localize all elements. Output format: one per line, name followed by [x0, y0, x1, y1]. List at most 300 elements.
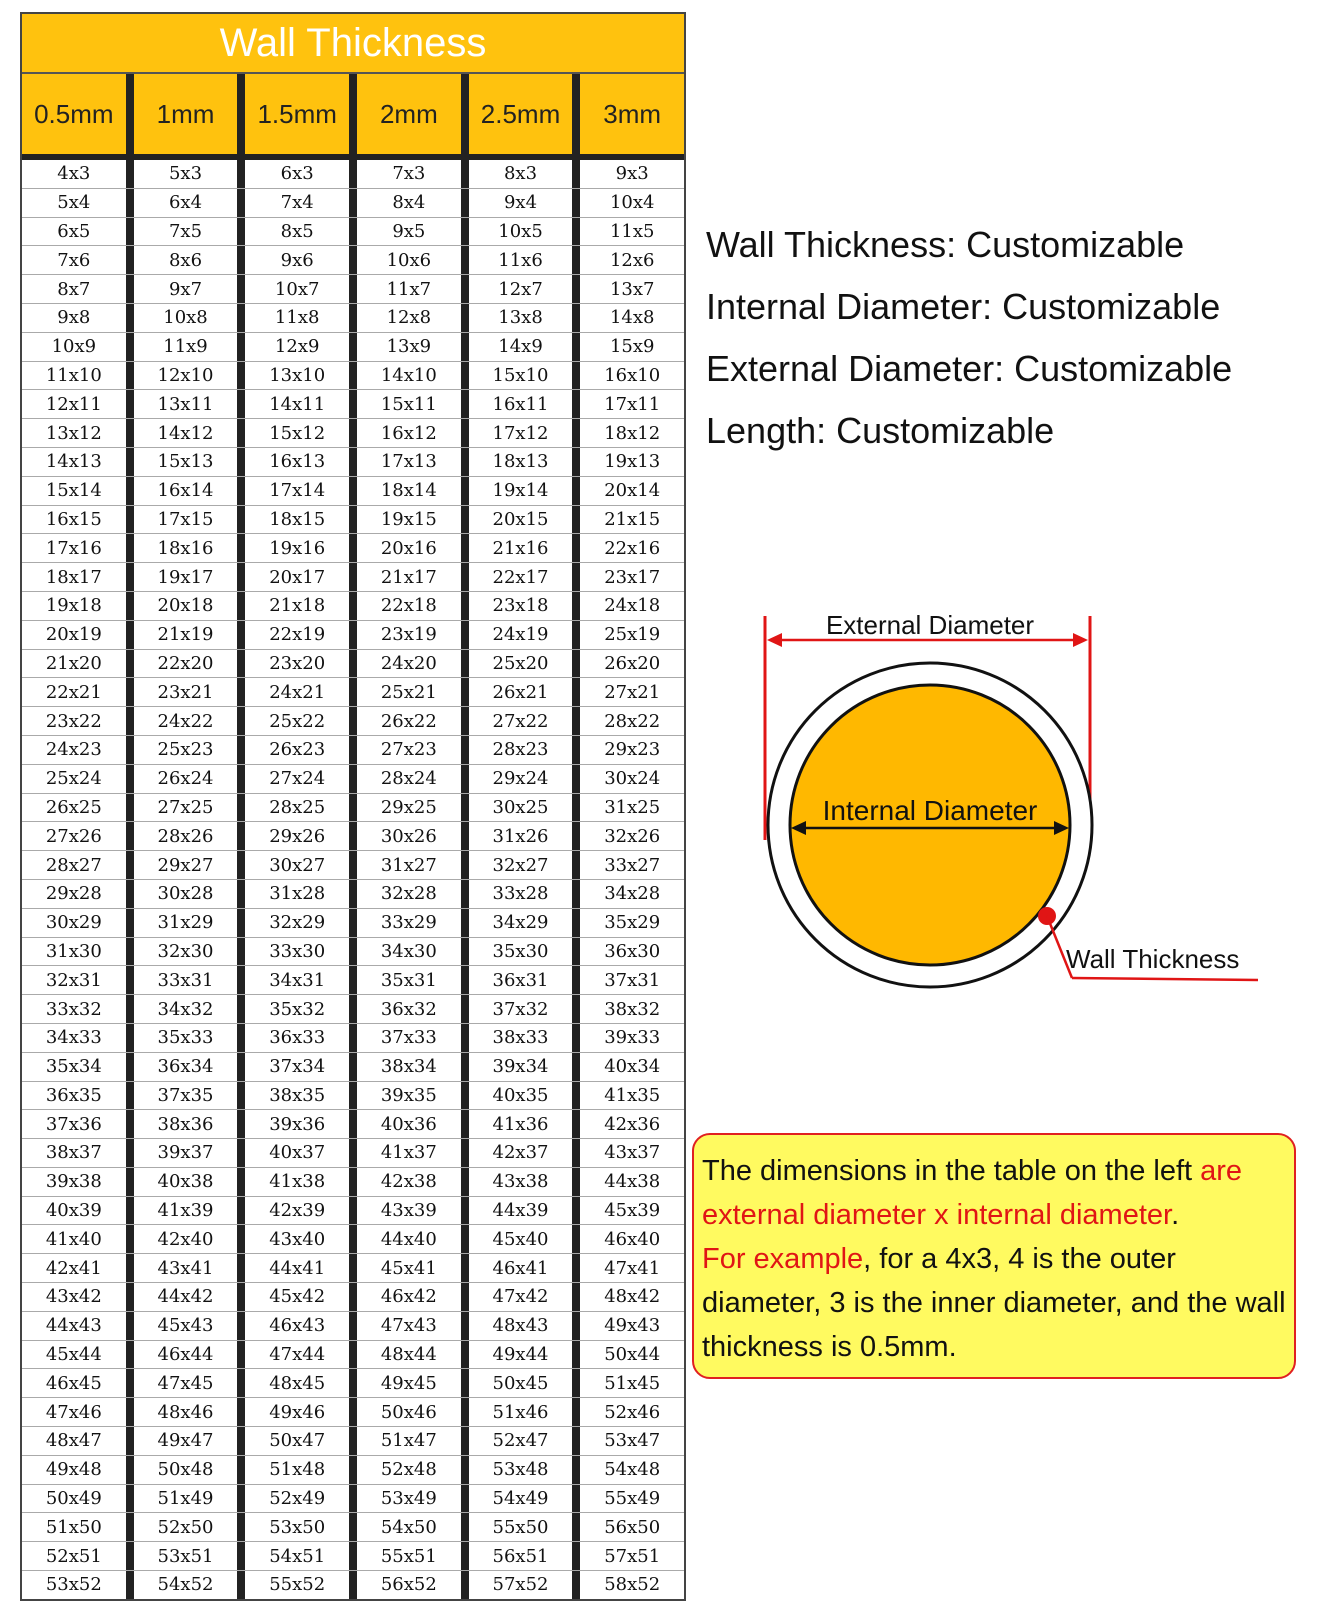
table-row: [22, 1082, 684, 1111]
table-cell: 52x49: [245, 1485, 357, 1513]
table-row: [22, 563, 684, 592]
table-cell: 53x50: [245, 1513, 357, 1541]
table-row: [22, 1485, 684, 1514]
table-cell: 28x23: [469, 736, 581, 764]
table-cell: 12x8: [357, 304, 469, 332]
table-cell: 40x37: [245, 1139, 357, 1167]
table-cell: 14x10: [357, 362, 469, 390]
table-cell: 25x23: [134, 736, 246, 764]
table-cell: 40x39: [22, 1197, 134, 1225]
table-cell: 22x17: [469, 563, 581, 591]
table-row: [22, 1254, 684, 1283]
table-cell: 53x47: [604, 1430, 661, 1452]
table-cell: 26x21: [469, 678, 581, 706]
table-cell: 18x12: [604, 422, 661, 444]
external-arrow-right: [1073, 633, 1088, 647]
table-cell: 47x41: [604, 1257, 661, 1279]
table-cell: 20x15: [469, 506, 581, 534]
table-cell: 24x20: [357, 650, 469, 678]
table-cell: 46x42: [357, 1283, 469, 1311]
table-cell: 37x36: [22, 1110, 134, 1138]
table-cell: 34x31: [245, 966, 357, 994]
table-row: [22, 160, 684, 189]
table-cell: 11x7: [357, 275, 469, 303]
table-cell: 17x16: [22, 534, 134, 562]
table-cell: 7x3: [357, 160, 469, 188]
table-cell: 8x4: [357, 189, 469, 217]
table-cell: 28x26: [134, 822, 246, 850]
table-cell: 14x13: [22, 448, 134, 476]
table-cell: 21x19: [134, 621, 246, 649]
table-cell: 33x31: [134, 966, 246, 994]
table-cell: 42x41: [22, 1254, 134, 1282]
table-cell: 7x4: [245, 189, 357, 217]
table-cell: 7x6: [22, 246, 134, 274]
table-row: [22, 419, 684, 448]
table-cell: 50x44: [604, 1344, 661, 1366]
table-cell: 49x43: [604, 1315, 661, 1337]
table-cell: 22x20: [134, 650, 246, 678]
table-cell: 14x9: [469, 333, 581, 361]
table-cell: 15x12: [245, 419, 357, 447]
table-cell: 40x36: [357, 1110, 469, 1138]
table-row: [22, 938, 684, 967]
table-cell: 52x47: [469, 1427, 581, 1455]
table-cell: 27x25: [134, 794, 246, 822]
table-cell: 16x11: [469, 390, 581, 418]
table-cell: 38x34: [357, 1053, 469, 1081]
internal-diameter-label: Internal Diameter: [822, 795, 1038, 826]
table-cell: 7x5: [134, 218, 246, 246]
table-cell: 32x27: [469, 851, 581, 879]
table-cell: 32x28: [357, 880, 469, 908]
table-cell: 20x17: [245, 563, 357, 591]
table-cell: 45x39: [604, 1200, 661, 1222]
table-cell: 24x22: [134, 707, 246, 735]
size-table: [20, 12, 686, 1601]
table-cell: 10x6: [357, 246, 469, 274]
table-cell: 32x29: [245, 909, 357, 937]
table-cell: 46x43: [245, 1312, 357, 1340]
table-row: [22, 1398, 684, 1427]
table-cell: 23x21: [134, 678, 246, 706]
table-cell: 31x25: [604, 796, 661, 818]
table-cell: 45x40: [469, 1225, 581, 1253]
table-cell: 43x42: [22, 1283, 134, 1311]
spec-internal-diameter: Internal Diameter: Customizable: [706, 286, 1221, 327]
table-cell: 43x38: [469, 1168, 581, 1196]
table-cell: 37x35: [134, 1082, 246, 1110]
table-row: [22, 1369, 684, 1398]
table-cell: 46x40: [604, 1228, 661, 1250]
table-cell: 44x38: [604, 1171, 661, 1193]
note-text-4: For example: [702, 1243, 864, 1275]
table-cell: 13x12: [22, 419, 134, 447]
table-cell: 13x11: [134, 390, 246, 418]
note-text-5: , for a 4x3, 4 is the outer diameter, 3 is the inner diameter, and the wall thickness is 0.5mm.: [702, 1243, 1286, 1363]
table-row: [22, 851, 684, 880]
table-row: [22, 1225, 684, 1254]
table-cell: 44x39: [469, 1197, 581, 1225]
table-row: [22, 275, 684, 304]
table-row: [22, 1024, 684, 1053]
table-cell: 13x8: [469, 304, 581, 332]
table-cell: 8x6: [134, 246, 246, 274]
table-row: [22, 246, 684, 275]
table-cell: 47x42: [469, 1283, 581, 1311]
table-cell: 22x18: [357, 592, 469, 620]
table-cell: 25x19: [604, 624, 661, 646]
table-row: [22, 1053, 684, 1082]
table-cell: 11x8: [245, 304, 357, 332]
table-row: [22, 1456, 684, 1485]
table-cell: 30x25: [469, 794, 581, 822]
table-cell: 51x47: [357, 1427, 469, 1455]
table-row: [22, 909, 684, 938]
table-cell: 35x31: [357, 966, 469, 994]
table-cell: 42x40: [134, 1225, 246, 1253]
table-cell: 20x14: [604, 480, 661, 502]
table-cell: 17x11: [604, 393, 661, 415]
table-cell: 37x32: [469, 995, 581, 1023]
tube-diagram: [740, 600, 1300, 1000]
table-row: [22, 678, 684, 707]
table-cell: 35x33: [134, 1024, 246, 1052]
table-cell: 55x49: [604, 1488, 661, 1510]
table-row: [22, 333, 684, 362]
table-cell: 33x32: [22, 995, 134, 1023]
spec-external-diameter: External Diameter: Customizable: [706, 348, 1233, 389]
table-cell: 28x24: [357, 765, 469, 793]
table-cell: 36x30: [604, 940, 661, 962]
table-cell: 19x17: [134, 563, 246, 591]
table-cell: 8x3: [469, 160, 581, 188]
table-cell: 14x12: [134, 419, 246, 447]
table-cell: 37x34: [245, 1053, 357, 1081]
table-row: [22, 1542, 684, 1571]
table-cell: 15x9: [609, 336, 655, 358]
table-row: [22, 822, 684, 851]
table-row: [22, 1513, 684, 1542]
table-cell: 20x19: [22, 621, 134, 649]
table-cell: 25x22: [245, 707, 357, 735]
table-cell: 51x48: [245, 1456, 357, 1484]
table-cell: 42x39: [245, 1197, 357, 1225]
table-cell: 42x38: [357, 1168, 469, 1196]
column-header: 1.5mm: [245, 74, 357, 154]
table-cell: 36x32: [357, 995, 469, 1023]
table-cell: 8x7: [22, 275, 134, 303]
table-cell: 23x22: [22, 707, 134, 735]
table-cell: 28x25: [245, 794, 357, 822]
table-cell: 23x18: [469, 592, 581, 620]
column-header-row: [22, 74, 684, 160]
table-cell: 21x20: [22, 650, 134, 678]
table-cell: 20x16: [357, 534, 469, 562]
table-cell: 51x46: [469, 1398, 581, 1426]
table-cell: 35x34: [22, 1053, 134, 1081]
table-cell: 4x3: [22, 160, 134, 188]
table-cell: 11x5: [609, 220, 655, 242]
table-cell: 40x34: [604, 1056, 661, 1078]
table-cell: 54x48: [604, 1459, 661, 1481]
table-cell: 39x34: [469, 1053, 581, 1081]
table-cell: 13x7: [609, 278, 655, 300]
table-cell: 54x52: [134, 1571, 246, 1599]
table-cell: 50x47: [245, 1427, 357, 1455]
table-cell: 16x13: [245, 448, 357, 476]
table-cell: 21x15: [604, 508, 661, 530]
table-cell: 29x27: [134, 851, 246, 879]
table-cell: 23x17: [604, 566, 661, 588]
table-cell: 53x49: [357, 1485, 469, 1513]
table-cell: 55x52: [245, 1571, 357, 1599]
table-cell: 32x30: [134, 938, 246, 966]
table-cell: 48x47: [22, 1427, 134, 1455]
table-row: [22, 765, 684, 794]
table-row: [22, 621, 684, 650]
table-cell: 23x20: [245, 650, 357, 678]
table-cell: 22x19: [245, 621, 357, 649]
table-cell: 5x3: [134, 160, 246, 188]
table-cell: 46x41: [469, 1254, 581, 1282]
table-cell: 34x33: [22, 1024, 134, 1052]
table-cell: 45x44: [22, 1341, 134, 1369]
table-cell: 26x24: [134, 765, 246, 793]
table-row: [22, 592, 684, 621]
column-header: 3mm: [603, 98, 662, 129]
table-cell: 6x5: [22, 218, 134, 246]
table-row: [22, 1571, 684, 1599]
table-row: [22, 448, 684, 477]
table-cell: 50x45: [469, 1369, 581, 1397]
table-row: [22, 304, 684, 333]
table-cell: 29x23: [604, 739, 661, 761]
table-row: [22, 1283, 684, 1312]
table-cell: 28x27: [22, 851, 134, 879]
table-row: [22, 1168, 684, 1197]
table-cell: 44x40: [357, 1225, 469, 1253]
column-header: 2mm: [357, 74, 469, 154]
table-cell: 13x9: [357, 333, 469, 361]
table-row: [22, 1139, 684, 1168]
table-row: [22, 189, 684, 218]
table-cell: 42x37: [469, 1139, 581, 1167]
table-cell: 23x19: [357, 621, 469, 649]
table-cell: 48x45: [245, 1369, 357, 1397]
table-cell: 44x42: [134, 1283, 246, 1311]
table-cell: 26x20: [604, 652, 661, 674]
table-cell: 39x33: [604, 1027, 661, 1049]
table-cell: 11x6: [469, 246, 581, 274]
table-cell: 39x35: [357, 1082, 469, 1110]
table-cell: 49x45: [357, 1369, 469, 1397]
table-cell: 51x45: [604, 1372, 661, 1394]
table-cell: 22x21: [22, 678, 134, 706]
table-cell: 35x29: [604, 912, 661, 934]
table-cell: 9x3: [615, 163, 649, 185]
table-cell: 26x25: [22, 794, 134, 822]
table-cell: 51x50: [22, 1513, 134, 1541]
table-cell: 22x16: [604, 537, 661, 559]
table-cell: 31x27: [357, 851, 469, 879]
table-cell: 52x50: [134, 1513, 246, 1541]
table-cell: 5x4: [22, 189, 134, 217]
table-cell: 33x27: [604, 854, 661, 876]
column-header: 2.5mm: [469, 74, 581, 154]
table-cell: 29x28: [22, 880, 134, 908]
table-cell: 30x29: [22, 909, 134, 937]
table-cell: 49x47: [134, 1427, 246, 1455]
table-cell: 41x36: [469, 1110, 581, 1138]
table-cell: 50x49: [22, 1485, 134, 1513]
table-cell: 39x38: [22, 1168, 134, 1196]
table-cell: 49x46: [245, 1398, 357, 1426]
table-cell: 30x28: [134, 880, 246, 908]
table-cell: 31x28: [245, 880, 357, 908]
table-row: [22, 477, 684, 506]
table-cell: 19x18: [22, 592, 134, 620]
table-cell: 31x26: [469, 822, 581, 850]
table-cell: 39x36: [245, 1110, 357, 1138]
table-cell: 43x41: [134, 1254, 246, 1282]
table-cell: 48x44: [357, 1341, 469, 1369]
table-cell: 18x16: [134, 534, 246, 562]
table-cell: 15x10: [469, 362, 581, 390]
table-cell: 47x44: [245, 1341, 357, 1369]
table-cell: 51x49: [134, 1485, 246, 1513]
table-cell: 55x50: [469, 1513, 581, 1541]
table-cell: 43x39: [357, 1197, 469, 1225]
table-cell: 31x29: [134, 909, 246, 937]
table-cell: 12x11: [22, 390, 134, 418]
table-cell: 48x42: [604, 1286, 661, 1308]
table-cell: 56x52: [357, 1571, 469, 1599]
table-cell: 11x10: [22, 362, 134, 390]
table-cell: 29x25: [357, 794, 469, 822]
table-cell: 14x11: [245, 390, 357, 418]
table-cell: 47x45: [134, 1369, 246, 1397]
external-arrow-left: [767, 633, 782, 647]
table-cell: 24x18: [604, 595, 661, 617]
table-cell: 41x40: [22, 1225, 134, 1253]
table-row: [22, 880, 684, 909]
table-cell: 30x26: [357, 822, 469, 850]
table-cell: 27x26: [22, 822, 134, 850]
table-cell: 17x12: [469, 419, 581, 447]
table-cell: 36x33: [245, 1024, 357, 1052]
table-cell: 54x51: [245, 1542, 357, 1570]
table-cell: 26x23: [245, 736, 357, 764]
table-row: [22, 1312, 684, 1341]
table-cell: 9x8: [22, 304, 134, 332]
table-cell: 33x28: [469, 880, 581, 908]
table-cell: 11x9: [134, 333, 246, 361]
table-cell: 46x45: [22, 1369, 134, 1397]
table-cell: 15x11: [357, 390, 469, 418]
table-cell: 24x19: [469, 621, 581, 649]
table-cell: 25x21: [357, 678, 469, 706]
table-row: [22, 218, 684, 247]
table-cell: 52x48: [357, 1456, 469, 1484]
table-cell: 18x15: [245, 506, 357, 534]
table-cell: 35x32: [245, 995, 357, 1023]
table-cell: 27x22: [469, 707, 581, 735]
table-cell: 27x24: [245, 765, 357, 793]
table-cell: 43x37: [604, 1142, 661, 1164]
table-cell: 32x26: [604, 825, 661, 847]
table-cell: 20x18: [134, 592, 246, 620]
table-row: [22, 966, 684, 995]
table-cell: 10x9: [22, 333, 134, 361]
table-cell: 56x51: [469, 1542, 581, 1570]
table-cell: 53x48: [469, 1456, 581, 1484]
table-cell: 36x35: [22, 1082, 134, 1110]
table-cell: 50x48: [134, 1456, 246, 1484]
table-row: [22, 506, 684, 535]
table-cell: 53x52: [22, 1571, 134, 1599]
table-cell: 16x12: [357, 419, 469, 447]
table-cell: 15x14: [22, 477, 134, 505]
table-cell: 52x51: [22, 1542, 134, 1570]
table-cell: 19x14: [469, 477, 581, 505]
table-cell: 45x41: [357, 1254, 469, 1282]
note-text-1: The dimensions in the table on the left: [702, 1155, 1201, 1187]
table-cell: 57x52: [469, 1571, 581, 1599]
table-cell: 52x46: [604, 1401, 661, 1423]
table-cell: 29x26: [245, 822, 357, 850]
table-cell: 47x46: [22, 1398, 134, 1426]
table-cell: 44x41: [245, 1254, 357, 1282]
note-text-3: .: [1171, 1199, 1180, 1231]
table-cell: 50x46: [357, 1398, 469, 1426]
table-cell: 38x33: [469, 1024, 581, 1052]
table-cell: 17x14: [245, 477, 357, 505]
table-cell: 35x30: [469, 938, 581, 966]
spec-wall-thickness: Wall Thickness: Customizable: [706, 224, 1185, 265]
table-cell: 36x31: [469, 966, 581, 994]
table-cell: 53x51: [134, 1542, 246, 1570]
table-cell: 10x8: [134, 304, 246, 332]
table-cell: 18x17: [22, 563, 134, 591]
table-cell: 21x16: [469, 534, 581, 562]
table-cell: 58x52: [604, 1574, 661, 1596]
table-row: [22, 736, 684, 765]
table-cell: 49x48: [22, 1456, 134, 1484]
table-cell: 41x38: [245, 1168, 357, 1196]
table-cell: 41x39: [134, 1197, 246, 1225]
table-cell: 10x7: [245, 275, 357, 303]
table-cell: 34x30: [357, 938, 469, 966]
table-cell: 46x44: [134, 1341, 246, 1369]
table-cell: 16x10: [604, 364, 661, 386]
column-header: 1mm: [134, 74, 246, 154]
table-cell: 10x4: [609, 192, 655, 214]
table-cell: 14x8: [609, 307, 655, 329]
table-body: [22, 160, 684, 1599]
table-cell: 42x36: [604, 1113, 661, 1135]
table-cell: 40x38: [134, 1168, 246, 1196]
table-cell: 45x43: [134, 1312, 246, 1340]
note-text-2: are external diameter x internal diameter: [702, 1155, 1243, 1231]
table-cell: 38x32: [604, 998, 661, 1020]
table-cell: 36x34: [134, 1053, 246, 1081]
table-cell: 9x4: [469, 189, 581, 217]
table-cell: 56x50: [604, 1516, 661, 1538]
table-cell: 55x51: [357, 1542, 469, 1570]
table-cell: 24x21: [245, 678, 357, 706]
table-cell: 47x43: [357, 1312, 469, 1340]
